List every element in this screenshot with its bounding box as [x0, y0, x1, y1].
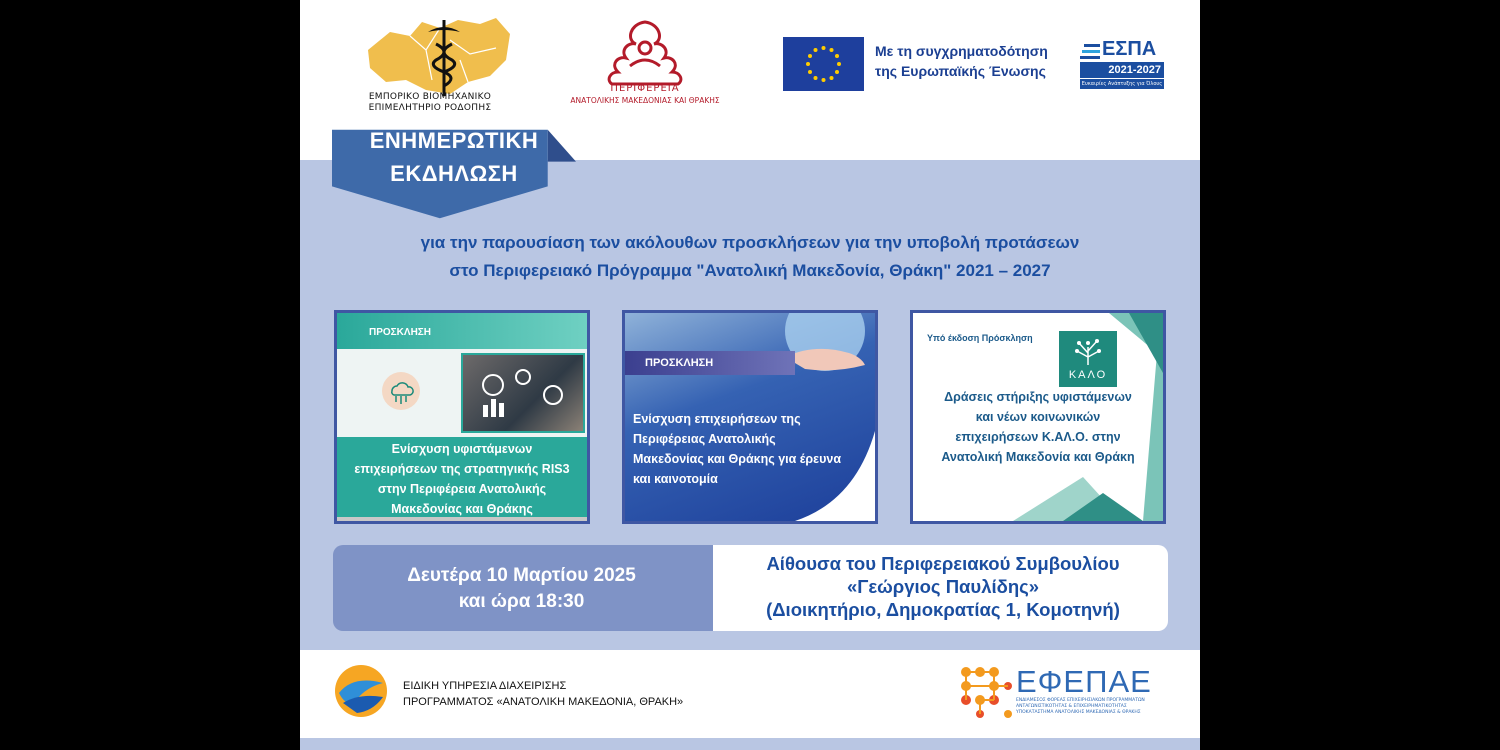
eyd-logo-icon	[333, 663, 389, 719]
call-card-research[interactable]	[622, 310, 878, 524]
eu-cofunding-text: Με τη συγχρηματοδότηση της Ευρωπαϊκής Ένωσης	[875, 43, 1048, 79]
chamber-name: ΕΜΠΟΡΙΚΟ ΒΙΟΜΗΧΑΝΙΚΟ ΕΠΙΜΕΛΗΤΗΡΙΟ ΡΟΔΟΠΗΣ	[368, 92, 492, 113]
eu-flag-icon	[783, 37, 864, 91]
espa-lines-icon	[1080, 42, 1100, 60]
call-label: ΠΡΟΣΚΛΗΣΗ	[645, 357, 714, 369]
event-ribbon-title: ΕΝΗΜΕΡΩΤΙΚΗ ΕΚΔΗΛΩΣΗ	[369, 128, 539, 186]
tree-icon	[1059, 331, 1117, 371]
espa-logo: ΕΣΠΑ 2021-2027 Ευκαιρίες Ανάπτυξης για Όλους	[1081, 38, 1163, 87]
kalo-logo-text: ΚΑΛΟ	[1068, 369, 1108, 381]
business-photo	[461, 353, 585, 433]
gears-chart-icon	[463, 355, 583, 431]
call-label: Υπό έκδοση Πρόσκληση	[927, 333, 1033, 343]
event-venue: Αίθουσα του Περιφερειακού Συμβουλίου «Γεώργιος Παυλίδης» (Διοικητήριο, Δημοκρατίας 1, Κομοτηνή)	[766, 553, 1120, 620]
cloud-network-icon	[381, 371, 421, 411]
region-name: ΠΕΡΙΦΕΡΕΙΑ ΑΝΑΤΟΛΙΚΗΣ ΜΑΚΕΔΟΝΙΑΣ ΚΑΙ ΘΡΑΚΗΣ	[570, 83, 720, 105]
teal-bottom-shape	[913, 463, 1163, 521]
call-card-kalo[interactable]	[910, 310, 1166, 524]
event-date: Δευτέρα 10 Μαρτίου 2025 και ώρα 18:30	[407, 565, 636, 612]
call-title: Ενίσχυση επιχειρήσεων της Περιφέρειας Ανατολικής Μακεδονίας και Θράκης για έρευνα και καινοτομία	[633, 412, 842, 486]
efepae-subtitle: ΕΝΔΙΑΜΕΣΟΣ ΦΟΡΕΑΣ ΕΠΙΧΕΙΡΗΣΙΑΚΩΝ ΠΡΟΓΡΑΜΜΑΤΩΝ ΑΝΤΑΓΩΝΙΣΤΙΚΟΤΗΤΑΣ & ΕΠΙΧΕΙΡΗΜΑΤΙΚΟΤΗΤΑΣ ΥΠΟΚΑΤΑΣΤΗΜΑ ΑΝΑΤΟΛΙΚΗΣ ΜΑΚΕΔΟΝΙΑΣ & ΘΡΑΚΗΣ	[1016, 698, 1145, 715]
call-label: ΠΡΟΣΚΛΗΣΗ	[369, 327, 432, 338]
eyd-name: ΕΙΔΙΚΗ ΥΠΗΡΕΣΙΑ ΔΙΑΧΕΙΡΙΣΗΣ ΠΡΟΓΡΑΜΜΑΤΟΣ «ΑΝΑΤΟΛΙΚΗ ΜΑΚΕΔΟΝΙΑ, ΘΡΑΚΗ»	[403, 680, 684, 708]
efepae-title: ΕΦΕΠΑΕ	[1016, 664, 1152, 699]
call-title: Δράσεις στήριξης υφιστάμενων και νέων κοινωνικών επιχειρήσεων Κ.ΑΛ.Ο. στην Ανατολική Μακεδονία και Θράκη	[941, 390, 1135, 464]
intro-text: για την παρουσίαση των ακόλουθων προσκλήσεων για την υποβολή προτάσεων στο Περιφερειακό Πρόγραμμα "Ανατολική Μακεδονία, Θράκη" 2021 – 2027	[420, 233, 1080, 280]
call-card-ris3[interactable]	[334, 310, 590, 524]
region-emblem-icon	[570, 14, 720, 94]
efepae-grid-icon	[960, 666, 1012, 718]
call-title: Ενίσχυση υφιστάμενων επιχειρήσεων της στρατηγικής RIS3 στην Περιφέρεια Ανατολικής Μακεδονίας και Θράκης	[354, 442, 570, 516]
